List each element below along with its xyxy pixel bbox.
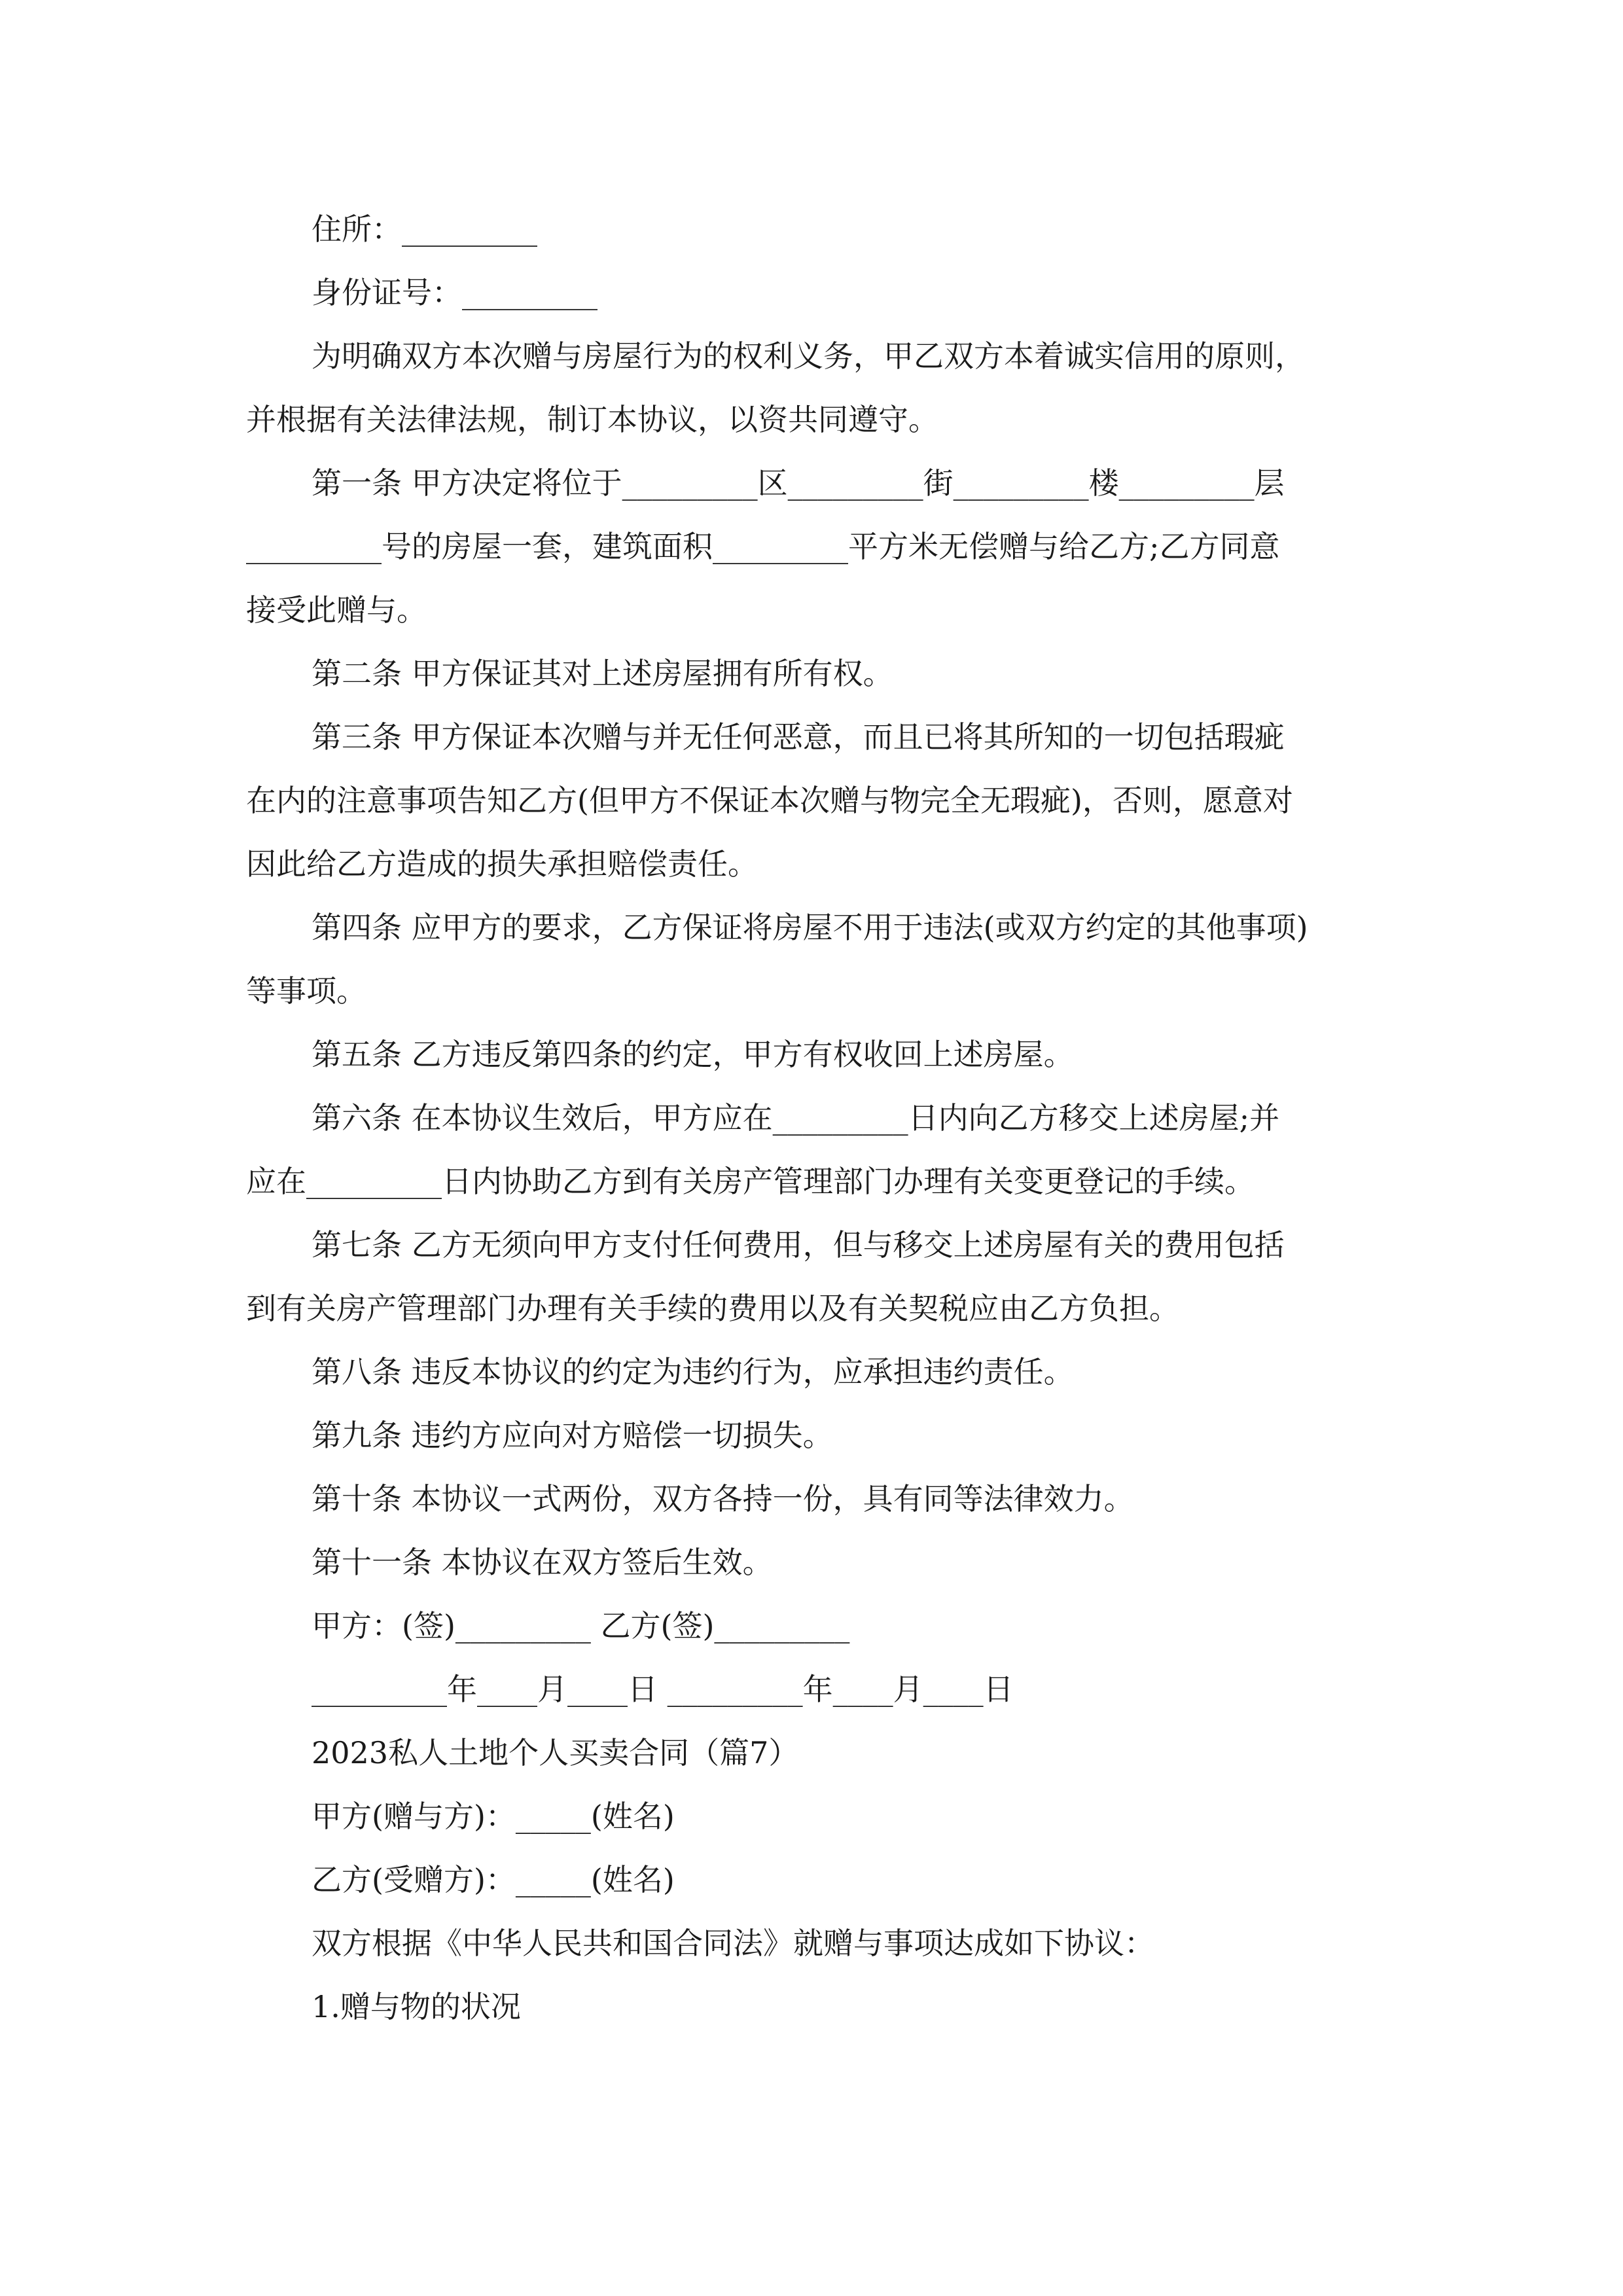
text-line: 第八条 违反本协议的约定为违约行为，应承担违约责任。 [312, 1354, 1074, 1390]
text-line: 并根据有关法律法规，制订本协议，以资共同遵守。 [246, 402, 938, 437]
text-line: 住所：_________ [312, 211, 537, 247]
text-line: _________号的房屋一套，建筑面积_________平方米无偿赠与给乙方;乙方同意 [246, 529, 1280, 564]
text-line: 因此给乙方造成的损失承担赔偿责任。 [246, 846, 758, 882]
text-line: 乙方(受赠方)：_____(姓名) [312, 1862, 675, 1897]
text-line: 双方根据《中华人民共和国合同法》就赠与事项达成如下协议： [312, 1926, 1154, 1961]
text-line: 为明确双方本次赠与房屋行为的权利义务，甲乙双方本着诚实信用的原则， [312, 338, 1305, 374]
text-line: 第四条 应甲方的要求，乙方保证将房屋不用于违法(或双方约定的其他事项) [312, 910, 1308, 945]
text-line: 第七条 乙方无须向甲方支付任何费用，但与移交上述房屋有关的费用包括 [312, 1227, 1285, 1263]
text-line: 到有关房产管理部门办理有关手续的费用以及有关契税应由乙方负担。 [246, 1291, 1179, 1326]
text-line: 第一条 甲方决定将位于_________区_________街_________楼_________层 [312, 465, 1285, 501]
text-line: 第二条 甲方保证其对上述房屋拥有所有权。 [312, 656, 893, 691]
text-line: 等事项。 [246, 973, 366, 1009]
signature-line: 甲方：(签)_________ 乙方(签)_________ [312, 1608, 850, 1643]
text-line: 第五条 乙方违反第四条的约定，甲方有权收回上述房屋。 [312, 1037, 1074, 1072]
text-line: 第三条 甲方保证本次赠与并无任何恶意，而且已将其所知的一切包括瑕疵 [312, 719, 1285, 755]
text-line: 身份证号：_________ [312, 275, 597, 310]
text-line: 第六条 在本协议生效后，甲方应在_________日内向乙方移交上述房屋;并 [312, 1100, 1280, 1136]
text-line: 第十条 本协议一式两份，双方各持一份，具有同等法律效力。 [312, 1481, 1134, 1516]
text-line: 甲方(赠与方)：_____(姓名) [312, 1799, 675, 1834]
text-line: 应在_________日内协助乙方到有关房产管理部门办理有关变更登记的手续。 [246, 1164, 1255, 1199]
text-line: 第九条 违约方应向对方赔偿一切损失。 [312, 1418, 833, 1453]
section-title: 2023私人土地个人买卖合同（篇7） [312, 1735, 799, 1770]
document-body [246, 198, 1391, 2039]
text-line: 第十一条 本协议在双方签后生效。 [312, 1545, 773, 1580]
text-line: 接受此赠与。 [246, 592, 427, 628]
text-line: 1.赠与物的状况 [312, 1989, 521, 2024]
text-line: 在内的注意事项告知乙方(但甲方不保证本次赠与物完全无瑕疵)，否则，愿意对 [246, 783, 1293, 818]
date-line: _________年____月____日 _________年____月____日 [312, 1672, 1014, 1707]
